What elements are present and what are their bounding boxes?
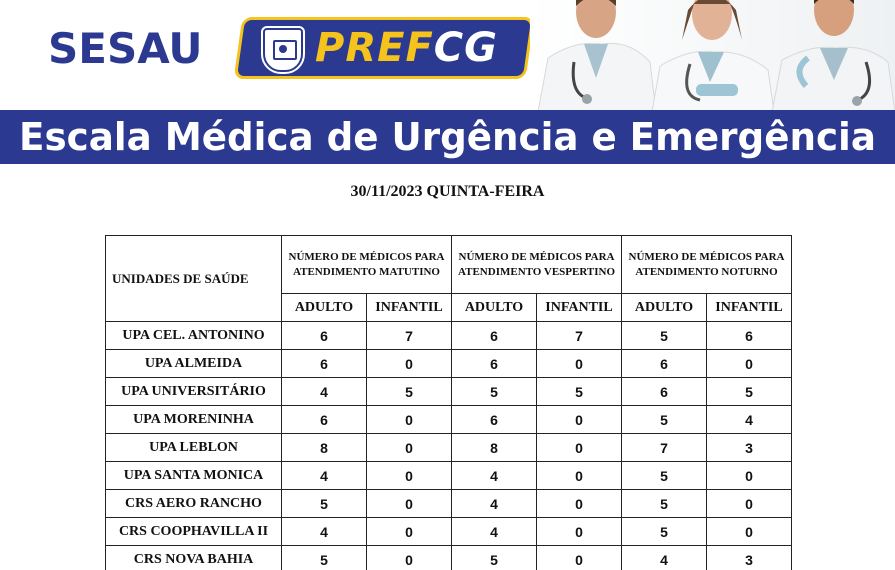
doctor-count-cell: 6 [452,322,537,350]
unit-name-cell: UPA ALMEIDA [106,350,282,378]
doctor-count-cell: 5 [367,378,452,406]
doctor-count-cell: 4 [452,518,537,546]
subheader-adult: ADULTO [622,294,707,322]
doctor-count-cell: 5 [622,518,707,546]
city-crest-icon [263,28,303,72]
units-column-header: UNIDADES DE SAÚDE [106,236,282,322]
subheader-adult: ADULTO [282,294,367,322]
cg-text: CG [433,25,498,71]
doctor-count-cell: 5 [622,490,707,518]
doctor-count-cell: 6 [622,350,707,378]
title-bar [0,110,895,164]
doctor-count-cell: 6 [282,406,367,434]
doctor-count-cell: 0 [537,350,622,378]
doctor-count-cell: 0 [367,350,452,378]
table-row [106,350,792,378]
doctor-count-cell: 4 [282,518,367,546]
doctor-count-cell: 0 [367,434,452,462]
schedule-table [105,235,792,570]
header-banner [0,0,895,165]
pref-text: PREF [315,25,434,71]
table-row [106,406,792,434]
doctor-count-cell: 5 [452,546,537,570]
doctor-count-cell: 3 [707,546,792,570]
doctor-count-cell: 6 [622,378,707,406]
doctor-count-cell: 5 [282,546,367,570]
doctor-count-cell: 7 [622,434,707,462]
doctor-count-cell: 0 [537,490,622,518]
doctor-count-cell: 5 [452,378,537,406]
doctor-count-cell: 0 [707,350,792,378]
unit-name-cell: CRS NOVA BAHIA [106,546,282,570]
table-row [106,518,792,546]
doctor-count-cell: 5 [707,378,792,406]
afternoon-group-header: NÚMERO DE MÉDICOS PARA ATENDIMENTO VESPERTINO [452,236,622,294]
doctor-count-cell: 7 [367,322,452,350]
doctor-count-cell: 5 [282,490,367,518]
doctor-count-cell: 0 [537,434,622,462]
doctor-count-cell: 3 [707,434,792,462]
unit-name-cell: UPA MORENINHA [106,406,282,434]
unit-name-cell: CRS COOPHAVILLA II [106,518,282,546]
doctor-count-cell: 0 [537,518,622,546]
doctor-count-cell: 0 [367,546,452,570]
morning-group-header: NÚMERO DE MÉDICOS PARA ATENDIMENTO MATUTINO [282,236,452,294]
doctor-count-cell: 5 [622,322,707,350]
doctor-count-cell: 0 [707,462,792,490]
doctor-count-cell: 0 [367,518,452,546]
doctor-count-cell: 8 [452,434,537,462]
doctor-count-cell: 4 [452,462,537,490]
doctor-count-cell: 0 [367,462,452,490]
schedule-date: 30/11/2023 QUINTA-FEIRA [350,183,545,200]
doctor-count-cell: 6 [282,350,367,378]
table-row [106,546,792,570]
doctor-count-cell: 5 [622,406,707,434]
night-group-header: NÚMERO DE MÉDICOS PARA ATENDIMENTO NOTURNO [622,236,792,294]
unit-name-cell: UPA CEL. ANTONINO [106,322,282,350]
doctor-count-cell: 5 [537,378,622,406]
table-row [106,434,792,462]
subheader-child: INFANTIL [367,294,452,322]
unit-name-cell: UPA LEBLON [106,434,282,462]
subheader-child: INFANTIL [707,294,792,322]
doctor-count-cell: 5 [622,462,707,490]
doctor-count-cell: 4 [282,462,367,490]
doctor-count-cell: 0 [367,490,452,518]
sesau-logo: SESAU [48,24,203,73]
doctor-count-cell: 0 [537,462,622,490]
doctor-count-cell: 8 [282,434,367,462]
doctors-photo [530,0,895,112]
doctor-count-cell: 6 [452,406,537,434]
doctor-count-cell: 6 [282,322,367,350]
doctor-count-cell: 0 [707,518,792,546]
doctor-count-cell: 0 [367,406,452,434]
table-row [106,490,792,518]
unit-name-cell: CRS AERO RANCHO [106,490,282,518]
subheader-adult: ADULTO [452,294,537,322]
prefcg-wordmark [315,25,498,71]
subheader-child: INFANTIL [537,294,622,322]
doctor-count-cell: 4 [282,378,367,406]
doctor-count-cell: 0 [707,490,792,518]
table-row [106,462,792,490]
doctor-count-cell: 0 [537,406,622,434]
doctor-count-cell: 6 [452,350,537,378]
unit-name-cell: UPA UNIVERSITÁRIO [106,378,282,406]
doctor-count-cell: 4 [452,490,537,518]
doctor-count-cell: 7 [537,322,622,350]
doctor-count-cell: 0 [537,546,622,570]
unit-name-cell: UPA SANTA MONICA [106,462,282,490]
doctor-count-cell: 4 [707,406,792,434]
table-header-row [106,236,792,294]
page-title: Escala Médica de Urgência e Emergência [19,115,876,159]
prefcg-logo [234,17,535,79]
table-row [106,322,792,350]
doctor-count-cell: 6 [707,322,792,350]
table-row [106,378,792,406]
doctor-count-cell: 4 [622,546,707,570]
